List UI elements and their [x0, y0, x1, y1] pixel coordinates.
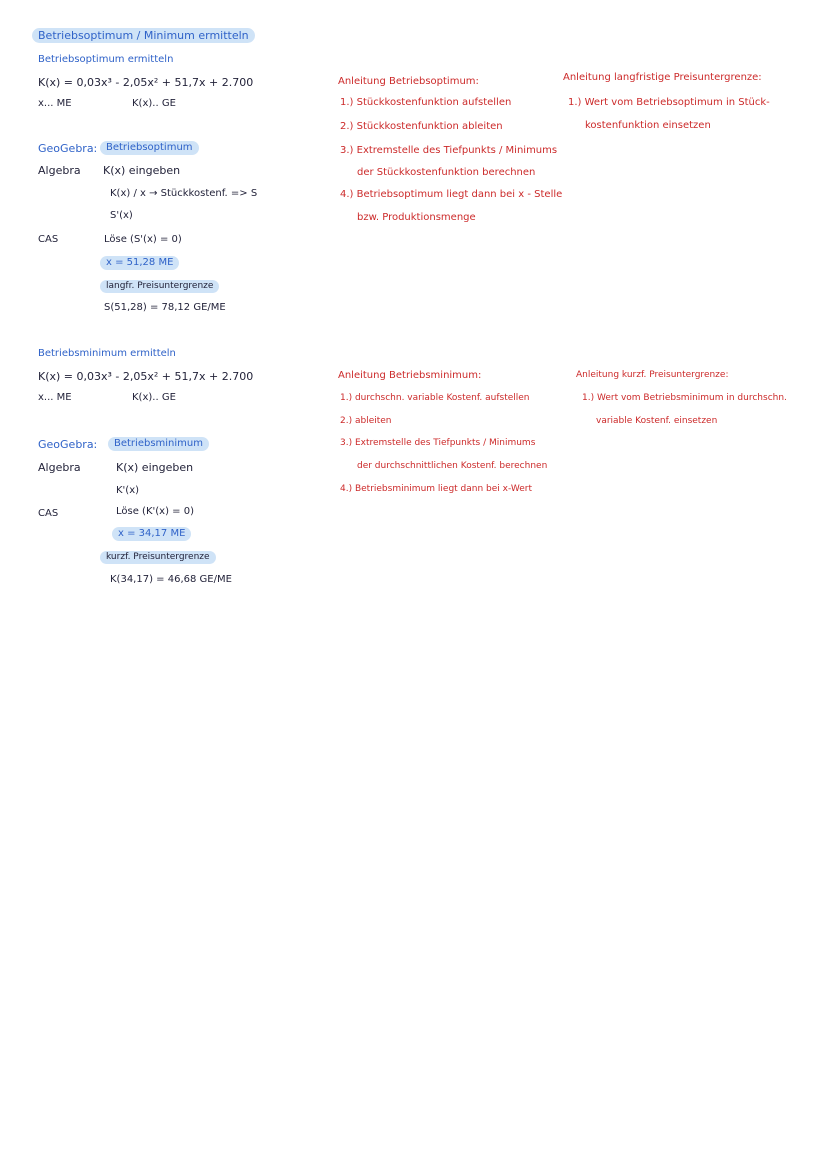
kpu-title: Anleitung kurzf. Preisuntergrenze:: [576, 370, 729, 380]
geogebra-label-2: GeoGebra:: [38, 438, 98, 451]
instr-minimum-2: 2.) ableiten: [340, 416, 392, 426]
algebra-step-2-2: K'(x): [116, 485, 140, 496]
algebra-label: Algebra: [38, 164, 81, 177]
units-k: K(x).. GE: [132, 98, 176, 109]
kpu-step-1: 1.) Wert vom Betriebsminimum in durchschn.: [582, 393, 787, 403]
instr-title-optimum: Anleitung Betriebsoptimum:: [338, 76, 479, 87]
geogebra-title-2: Betriebsminimum: [108, 437, 209, 451]
instr-minimum-4: 4.) Betriebsminimum liegt dann bei x-Wert: [340, 484, 533, 494]
section-heading: Betriebsoptimum / Minimum ermitteln: [32, 28, 255, 43]
algebra-step-1: K(x) eingeben: [103, 164, 181, 177]
cas-label: CAS: [38, 234, 59, 245]
algebra-label-2: Algebra: [38, 461, 81, 474]
instr-optimum-2: 2.) Stückkostenfunktion ableiten: [340, 121, 503, 132]
lpu-step-1b: kostenfunktion einsetzen: [585, 120, 711, 131]
algebra-step-1-2: K(x) eingeben: [116, 461, 194, 474]
units-x-2: x... ME: [38, 392, 72, 403]
result-value: S(51,28) = 78,12 GE/ME: [104, 302, 226, 313]
cost-function-formula-2: K(x) = 0,03x³ - 2,05x² + 51,7x + 2.700: [38, 370, 254, 383]
cas-step: Löse (S'(x) = 0): [104, 234, 182, 245]
lpu-title: Anleitung langfristige Preisuntergrenze:: [563, 72, 762, 83]
instr-optimum-3b: der Stückkostenfunktion berechnen: [357, 167, 536, 178]
subheading-betriebsminimum: Betriebsminimum ermitteln: [38, 348, 176, 359]
instr-optimum-4b: bzw. Produktionsmenge: [357, 212, 476, 223]
lpu-step-1: 1.) Wert vom Betriebsoptimum in Stück-: [568, 97, 770, 108]
kpu-step-1b: variable Kostenf. einsetzen: [596, 416, 718, 426]
result-label: langfr. Preisuntergrenze: [100, 280, 219, 293]
cas-label-2: CAS: [38, 508, 59, 519]
algebra-step-2: K(x) / x → Stückkostenf. => S: [110, 188, 258, 199]
cas-step-2: Löse (K'(x) = 0): [116, 506, 194, 517]
units-x: x... ME: [38, 98, 72, 109]
result-value-2: K(34,17) = 46,68 GE/ME: [110, 574, 232, 585]
cost-function-formula: K(x) = 0,03x³ - 2,05x² + 51,7x + 2.700: [38, 76, 254, 89]
units-k-2: K(x).. GE: [132, 392, 176, 403]
instr-optimum-3: 3.) Extremstelle des Tiefpunkts / Minimums: [340, 145, 558, 156]
result-label-2: kurzf. Preisuntergrenze: [100, 551, 216, 564]
instr-optimum-4: 4.) Betriebsoptimum liegt dann bei x - Stelle: [340, 189, 563, 200]
instr-minimum-1: 1.) durchschn. variable Kostenf. aufstellen: [340, 393, 530, 403]
subheading-betriebsoptimum: Betriebsoptimum ermitteln: [38, 54, 174, 65]
instr-optimum-1: 1.) Stückkostenfunktion aufstellen: [340, 97, 512, 108]
instr-minimum-3: 3.) Extremstelle des Tiefpunkts / Minimums: [340, 438, 536, 448]
geogebra-title: Betriebsoptimum: [100, 141, 199, 155]
instr-title-minimum: Anleitung Betriebsminimum:: [338, 370, 482, 381]
algebra-step-3: S'(x): [110, 210, 133, 221]
result-x-2: x = 34,17 ME: [112, 527, 191, 541]
result-x: x = 51,28 ME: [100, 256, 179, 270]
geogebra-label: GeoGebra:: [38, 142, 98, 155]
instr-minimum-3b: der durchschnittlichen Kostenf. berechnen: [357, 461, 548, 471]
